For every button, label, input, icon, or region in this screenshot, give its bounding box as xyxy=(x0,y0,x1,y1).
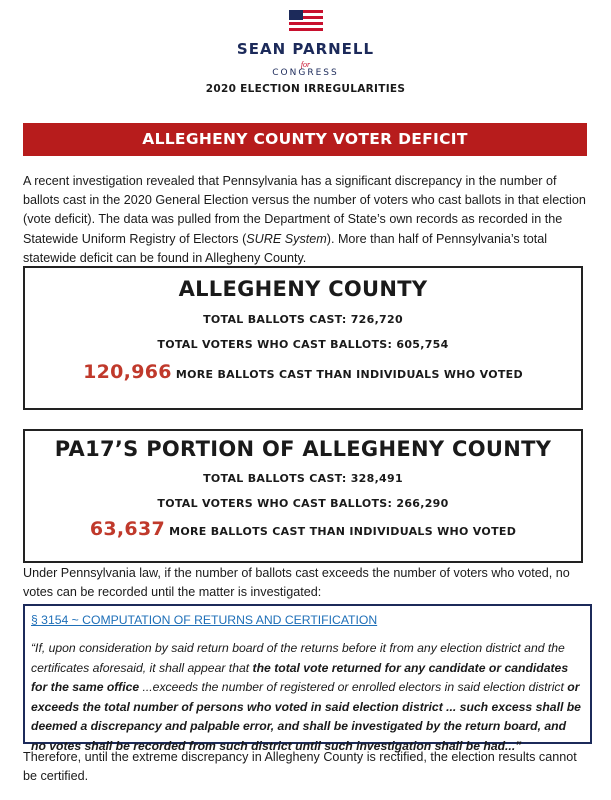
intro-text-1: A recent investigation revealed that Pennsylvania has a significant discrepancy in the number of ballots cast in the 2020 General Election versus the number of voters who cast ballots in that election (vote deficit). The data was pulled from the Department of State’s own records as recorded in the Statewide Uniform Registry of Electors ( xyxy=(23,174,586,246)
intro-text-2: ). More than half of Pennsylvania’s total statewide deficit can be found in Allegheny County. xyxy=(23,231,548,265)
candidate-name: SEAN PARNELL xyxy=(236,40,375,58)
deficit-text: MORE BALLOTS CAST THAN INDIVIDUALS WHO VOTED xyxy=(164,525,517,538)
deficit-number: 63,637 xyxy=(89,518,165,540)
pa17-portion-box xyxy=(23,429,583,563)
deficit-text: MORE BALLOTS CAST THAN INDIVIDUALS WHO VOTED xyxy=(171,368,523,381)
total-voters: TOTAL VOTERS WHO CAST BALLOTS: 605,754 xyxy=(157,338,449,351)
campaign-logo xyxy=(0,10,611,78)
statute-quote xyxy=(31,639,583,756)
quote-part-3: ...exceeds the number of registered or enrolled electors in said election district xyxy=(139,680,568,694)
quote-part-1: “If, upon consideration by said return board of the returns before it from any election district and the certificates aforesaid, it shall appear that xyxy=(31,641,565,675)
total-voters: TOTAL VOTERS WHO CAST BALLOTS: 266,290 xyxy=(157,497,449,510)
logo-for: for xyxy=(300,60,311,69)
statute-link[interactable]: § 3154 ~ COMPUTATION OF RETURNS AND CERTIFICATION xyxy=(31,613,378,627)
allegheny-county-box xyxy=(23,266,583,410)
logo-congress: CONGRESS xyxy=(272,68,339,78)
document-subtitle: 2020 ELECTION IRREGULARITIES xyxy=(205,83,406,95)
intro-italic: SURE System xyxy=(246,231,327,246)
conclusion-paragraph: Therefore, until the extreme discrepancy in Allegheny County is rectified, the election results cannot be certified. xyxy=(23,750,577,784)
statute-box xyxy=(23,604,592,753)
quote-part-2: the total vote returned for any candidate or candidates for the same office xyxy=(31,660,569,694)
deficit-line xyxy=(25,361,581,383)
deficit-line xyxy=(25,518,581,540)
flag-icon xyxy=(289,10,323,34)
deficit-number: 120,966 xyxy=(83,361,172,383)
total-ballots-cast: TOTAL BALLOTS CAST: 726,720 xyxy=(203,313,403,326)
title-banner: ALLEGHENY COUNTY VOTER DEFICIT xyxy=(23,123,587,156)
quote-part-4: or exceeds the total number of persons who voted in said election district ... such excess shall be deemed a discrepancy and palpable error, and shall be investigated by the return board, and no votes shall be recorded from such district until such investigation shall be had...” xyxy=(31,680,581,753)
total-ballots-cast: TOTAL BALLOTS CAST: 328,491 xyxy=(203,472,403,485)
box-title: PA17’S PORTION OF ALLEGHENY COUNTY xyxy=(54,437,552,461)
intro-paragraph xyxy=(23,172,589,268)
law-intro-paragraph: Under Pennsylvania law, if the number of ballots cast exceeds the number of voters who voted, no votes can be recorded until the matter is investigated: xyxy=(23,566,570,600)
box-title: ALLEGHENY COUNTY xyxy=(178,277,428,301)
